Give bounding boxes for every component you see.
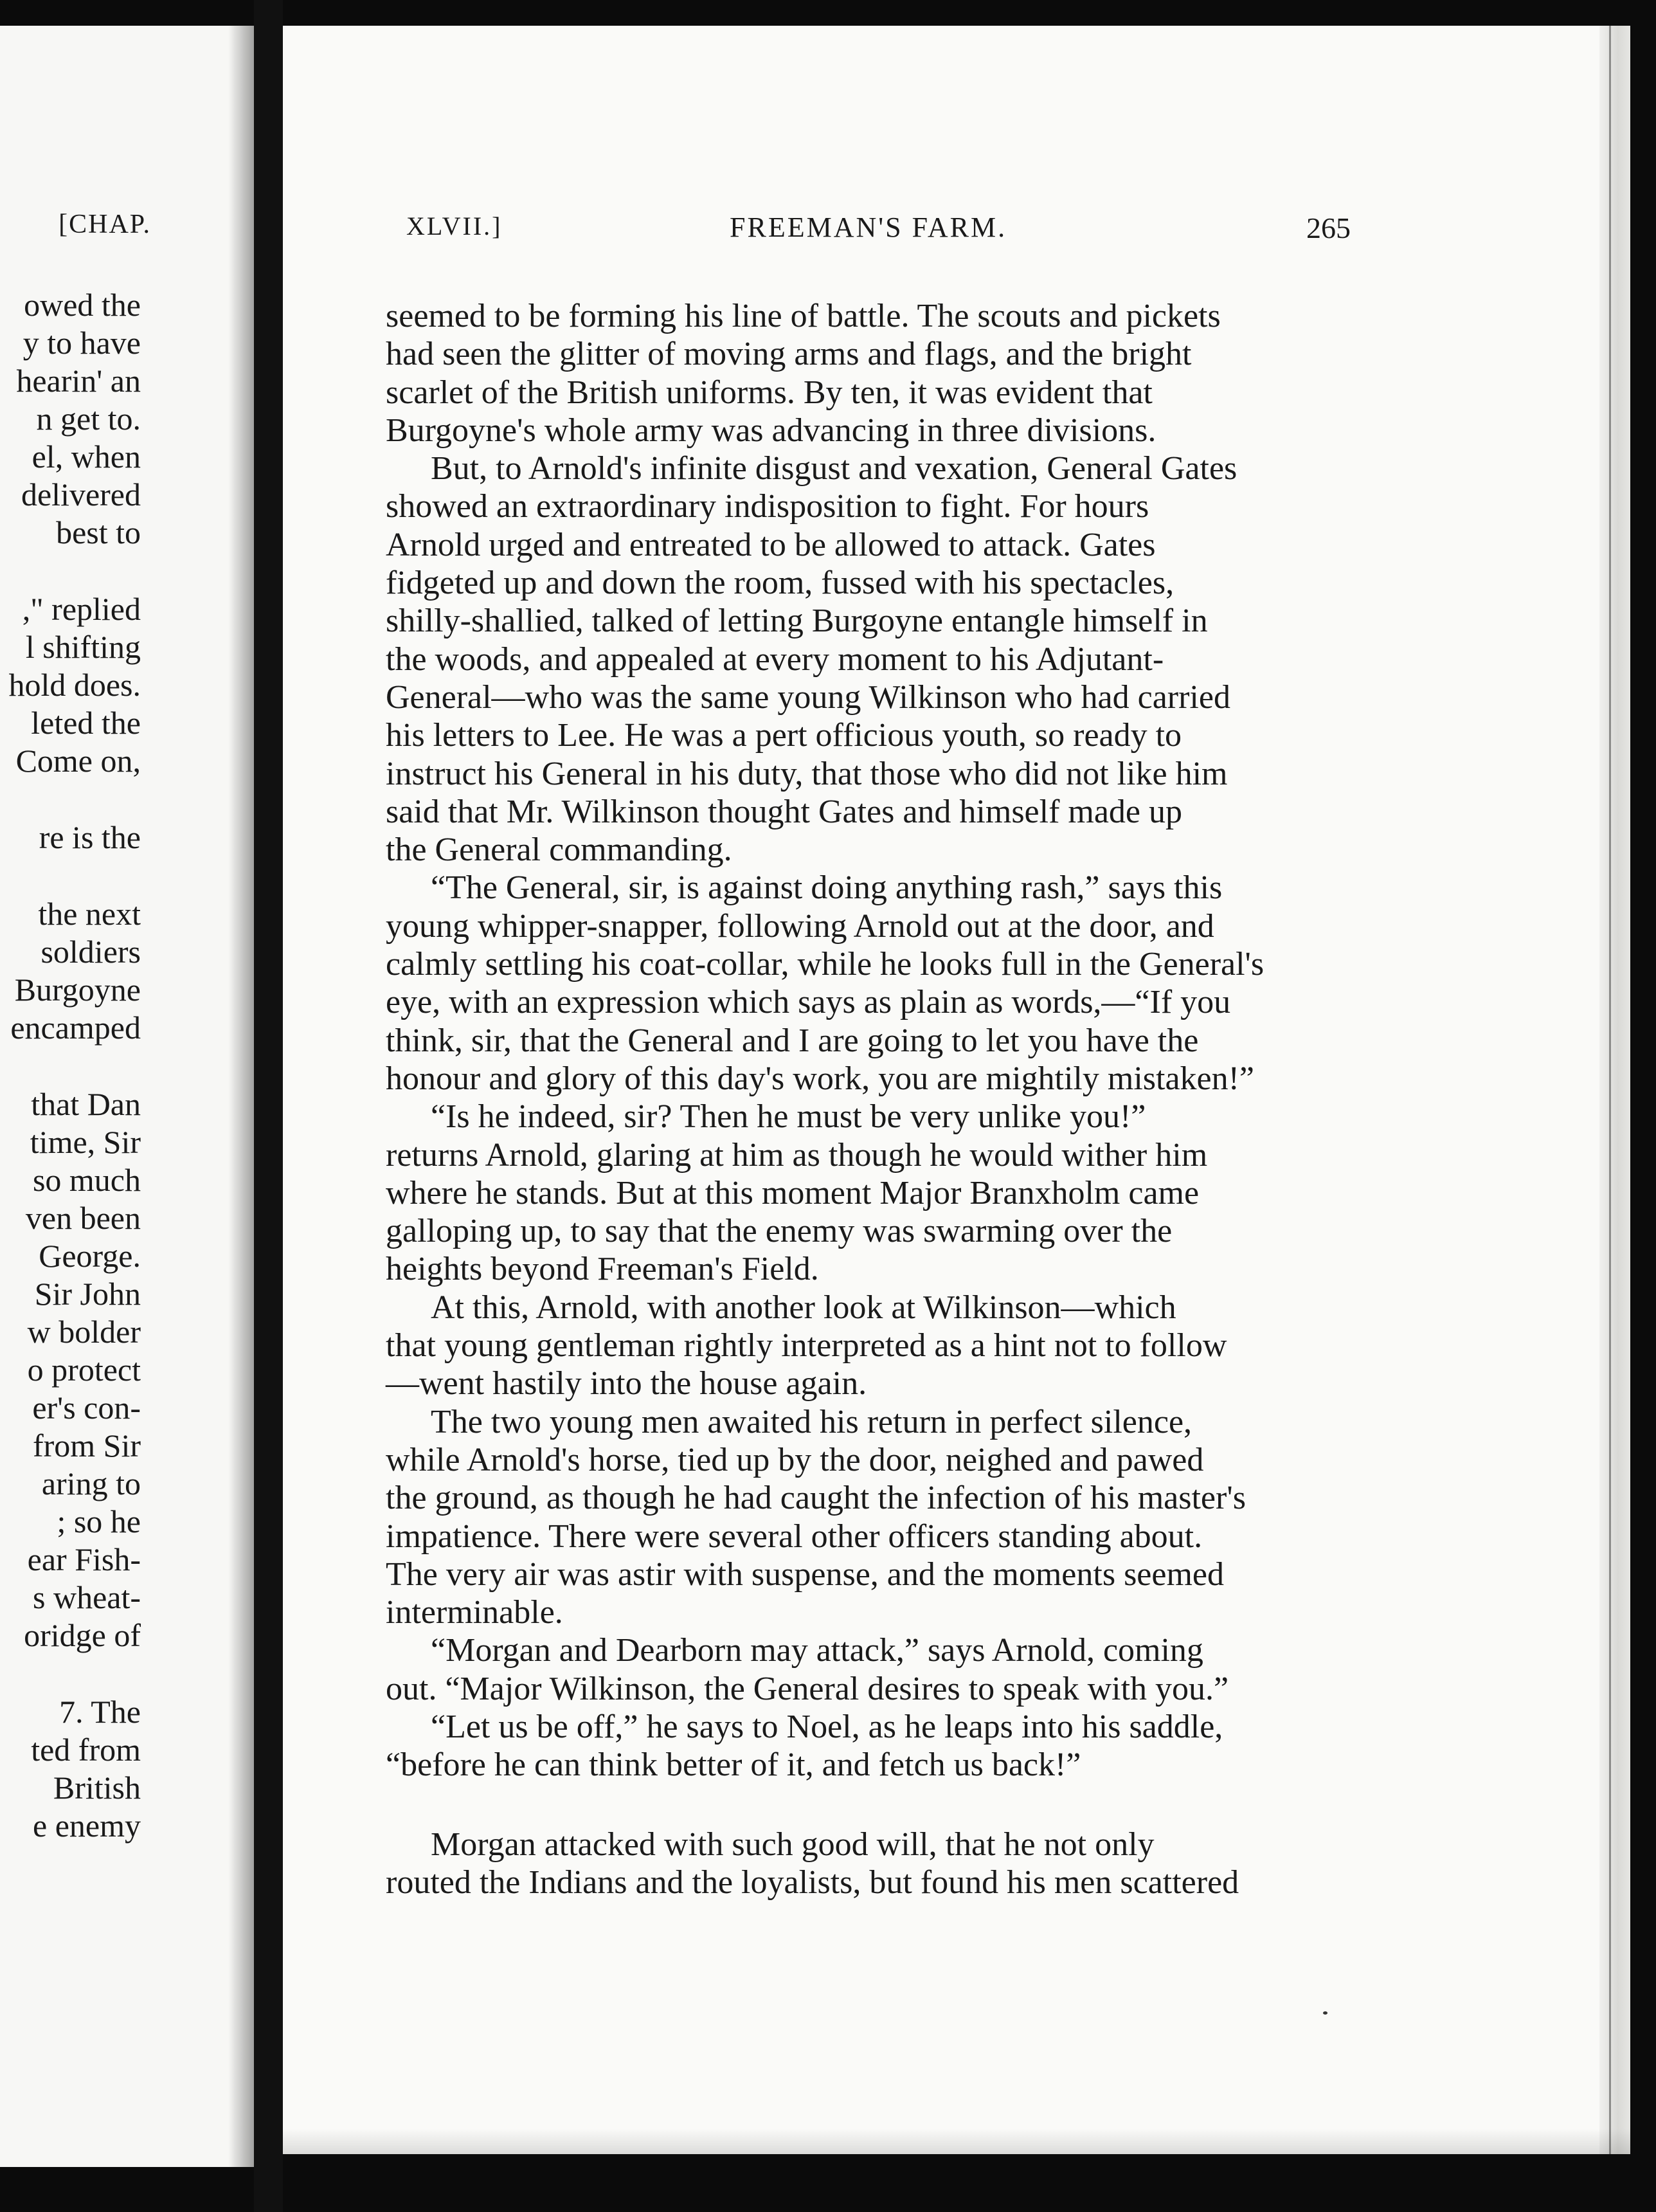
left-text-line: ven been [25, 1200, 141, 1236]
text-line: “before he can think better of it, and fetch us back!” [386, 1746, 1081, 1784]
left-text-line: s wheat- [33, 1579, 141, 1615]
left-text-line: soldiers [40, 934, 141, 970]
page-number: 265 [1306, 212, 1351, 244]
text-line: eye, with an expression which says as plain as words,—“If you [386, 984, 1231, 1021]
text-line: “The General, sir, is against doing anything rash,” says this [431, 869, 1223, 907]
text-line: returns Arnold, glaring at him as though he would wither him [386, 1136, 1208, 1174]
text-line: that young gentleman rightly interpreted as a hint not to follow [386, 1327, 1227, 1364]
text-line: scarlet of the British uniforms. By ten, it was evident that [386, 374, 1153, 411]
text-line: fidgeted up and down the room, fussed with his spectacles, [386, 565, 1174, 602]
running-header [283, 211, 1630, 262]
page-edge [1599, 26, 1630, 2154]
left-text-line: er's con- [32, 1390, 141, 1426]
left-text-line: that Dan [31, 1086, 141, 1122]
text-line: his letters to Lee. He was a pert officious youth, so ready to [386, 717, 1182, 754]
text-line: had seen the glitter of moving arms and flags, and the bright [386, 336, 1192, 373]
body-text [386, 297, 1630, 1901]
text-line: At this, Arnold, with another look at Wilkinson—which [431, 1289, 1176, 1326]
text-line: honour and glory of this day's work, you are mightily mistaken!” [386, 1060, 1255, 1097]
text-line: “Is he indeed, sir? Then he must be very unlike you!” [431, 1098, 1146, 1136]
text-line: the ground, as though he had caught the infection of his master's [386, 1480, 1246, 1517]
text-line: young whipper-snapper, following Arnold out at the door, and [386, 907, 1214, 945]
left-text-line: the next [38, 896, 141, 932]
text-line: —went hastily into the house again. [386, 1365, 867, 1402]
left-text-line: l shifting [25, 629, 141, 665]
left-text-line: ; so he [57, 1503, 141, 1539]
left-page-binding-shadow [228, 26, 254, 2167]
left-text-line: leted the [31, 705, 141, 741]
text-line: where he stands. But at this moment Major Branxholm came [386, 1174, 1200, 1211]
left-text-line: re is the [39, 819, 141, 855]
left-text-line: best to [56, 514, 141, 550]
text-line: routed the Indians and the loyalists, but found his men scattered [386, 1863, 1239, 1901]
text-line: think, sir, that the General and I are going to let you have the [386, 1022, 1199, 1059]
ink-speck [1323, 2011, 1328, 2015]
left-text-line: o protect [27, 1352, 141, 1388]
text-line: out. “Major Wilkinson, the General desires to speak with you.” [386, 1670, 1229, 1707]
left-text-line: e enemy [33, 1808, 141, 1844]
left-text-line: y to have [22, 325, 141, 361]
text-line: seemed to be forming his line of battle. The scouts and pickets [386, 298, 1221, 334]
left-text-line: George. [39, 1238, 141, 1274]
left-text-line: so much [32, 1162, 141, 1198]
text-line: instruct his General in his duty, that those who did not like him [386, 755, 1228, 792]
left-text-line: time, Sir [30, 1124, 141, 1160]
left-text-line: ted from [31, 1732, 141, 1768]
left-text-line: [CHAP. [59, 210, 151, 239]
page-bottom-shadow [283, 2128, 1630, 2154]
running-title: FREEMAN'S FARM. [730, 212, 1007, 243]
left-text-line: 7. The [59, 1694, 141, 1730]
left-text-line: ," replied [22, 591, 141, 627]
left-text-line: owed the [24, 287, 141, 323]
text-line: “Let us be off,” he says to Noel, as he leaps into his saddle, [431, 1708, 1223, 1745]
left-text-line: encamped [10, 1010, 141, 1046]
text-line: calmly settling his coat-collar, while he looks full in the General's [386, 946, 1264, 983]
text-line: The two young men awaited his return in perfect silence, [431, 1403, 1192, 1440]
text-line: shilly-shallied, talked of letting Burgoyne entangle himself in [386, 603, 1208, 640]
left-text-line: ear Fish- [27, 1541, 141, 1577]
text-line: said that Mr. Wilkinson thought Gates and himself made up [386, 793, 1183, 830]
left-text-line: Sir John [34, 1276, 141, 1312]
left-text-line: el, when [32, 439, 141, 475]
text-line: while Arnold's horse, tied up by the door, neighed and pawed [386, 1441, 1204, 1478]
text-line: But, to Arnold's infinite disgust and vexation, General Gates [431, 450, 1238, 487]
text-line: Arnold urged and entreated to be allowed to attack. Gates [386, 526, 1156, 563]
text-line: interminable. [386, 1594, 563, 1631]
text-line: General—who was the same young Wilkinson who had carried [386, 678, 1230, 716]
left-text-line: aring to [41, 1465, 141, 1501]
text-line: impatience. There were several other officers standing about. [386, 1518, 1203, 1555]
left-page-fragment [0, 26, 254, 2167]
left-text-line: oridge of [24, 1617, 141, 1653]
chapter-label: XLVII.] [406, 212, 503, 240]
text-line: showed an extraordinary indisposition to fight. For hours [386, 488, 1149, 525]
text-line: heights beyond Freeman's Field. [386, 1251, 819, 1288]
left-text-line: hold does. [8, 667, 141, 703]
text-line: Morgan attacked with such good will, that he not only [431, 1826, 1155, 1863]
left-text-line: Burgoyne [14, 972, 141, 1008]
text-line: galloping up, to say that the enemy was swarming over the [386, 1213, 1173, 1250]
left-text-line: British [53, 1770, 141, 1806]
book-gutter [254, 0, 283, 2212]
left-text-line: Come on, [15, 743, 141, 779]
left-text-line: hearin' an [16, 363, 141, 399]
left-text-line: from Sir [32, 1428, 141, 1464]
text-line: Burgoyne's whole army was advancing in three divisions. [386, 412, 1156, 449]
left-text-line: w bolder [27, 1314, 141, 1350]
left-text-line: n get to. [36, 401, 141, 437]
text-line: the General commanding. [386, 831, 732, 869]
right-page [283, 26, 1630, 2154]
text-line: “Morgan and Dearborn may attack,” says Arnold, coming [431, 1632, 1203, 1669]
page-edge-line [1609, 26, 1611, 2154]
left-text-line: delivered [21, 476, 141, 512]
text-line: the woods, and appealed at every moment to his Adjutant- [386, 640, 1164, 678]
text-line: The very air was astir with suspense, and the moments seemed [386, 1555, 1224, 1593]
